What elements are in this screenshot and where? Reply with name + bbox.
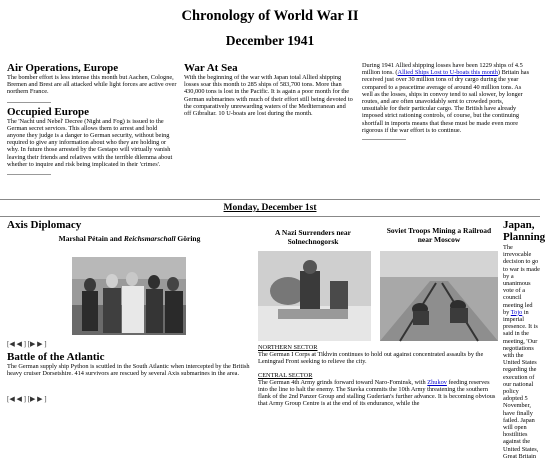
northern-sector-text: The German I Corps at Tikhvin continues to hold out against concentrated assaults by the Leningrad Front seeking to relieve the city. bbox=[258, 351, 484, 366]
caption-text-c: Göring bbox=[175, 234, 201, 243]
surrender-photo-caption: A Nazi Surrenders near Solnechnogorsk bbox=[275, 228, 351, 246]
japan-planning-heading: Japan, Planning bbox=[503, 219, 545, 243]
axis-photo-caption bbox=[7, 234, 252, 243]
shipping-section bbox=[362, 62, 530, 140]
caption-text-b: Reichsmarschall bbox=[123, 234, 176, 243]
month-title: December 1941 bbox=[225, 33, 315, 48]
petain-goring-photo-drawing bbox=[72, 257, 186, 335]
divider bbox=[7, 102, 51, 103]
divider bbox=[7, 174, 51, 175]
zhukov-link[interactable]: Zhukov bbox=[427, 378, 447, 386]
central-text-b: feeding reserves into the line to halt the enemy. The Stavka commits the 10th Army threatening the southern flank of the 2nd Panzer Group and stalling Guderian's further advance. It is becoming obvious that Army Group Centre is at the end of its endurance, while the bbox=[258, 378, 496, 408]
war-at-sea-section bbox=[184, 62, 354, 117]
axis-diplomacy-section bbox=[7, 219, 252, 243]
japan-text-b: in imperial presence. It is said in the meeting, 'Our negotiations with the United States regarding the execution of our national policy adopted 5 November, have finally failed. Japan will open hostilities against the United States, Great Britain bbox=[503, 308, 539, 460]
battle-atlantic-heading: Battle of the Atlantic bbox=[7, 351, 105, 363]
central-text-a: The German 4th Army grinds forward toward Naro-Fominsk, with bbox=[258, 378, 428, 386]
mining-photo-caption: Soviet Troops Mining a Railroad near Moscow bbox=[386, 226, 492, 244]
war-at-sea-text: With the beginning of the war with Japan total Allied shipping losses soar this month to 285 ships of 583,700 tons. More than 430,000 tons is lost in the Pacific. It is again a poor month for the German submarines with much of their effort still being devoted to the comparatively unrewarding waters of the Mediterranean and off Gibraltar. 10 U-boats are lost during the month. bbox=[184, 74, 353, 118]
japan-planning-section bbox=[503, 219, 545, 460]
axis-nav-arrows[interactable]: [◀ ◀ ] [▶ ▶ ] bbox=[7, 340, 47, 348]
day-heading: Monday, December 1st bbox=[223, 203, 317, 213]
japan-planning-text bbox=[503, 244, 540, 460]
northern-sector-label: NORTHERN SECTOR bbox=[258, 344, 318, 351]
eastern-front-text bbox=[258, 344, 498, 408]
axis-diplomacy-heading: Axis Diplomacy bbox=[7, 219, 82, 231]
section-rule bbox=[0, 216, 540, 217]
air-operations-heading: Air Operations, Europe bbox=[7, 62, 119, 74]
shipping-text bbox=[362, 62, 530, 134]
site-title: Chronology of World War II bbox=[181, 8, 359, 24]
central-sector-text bbox=[258, 379, 498, 408]
battle-atlantic-text: The German supply ship Python is scuttled in the South Atlantic when intercepted by the British heavy cruiser Dorsetshire. 414 survivors are rescued by several Axis submarines in the area. bbox=[7, 363, 250, 378]
occupied-europe-heading: Occupied Europe bbox=[7, 105, 90, 118]
shipping-text-a: During 1941 Allied shipping losses have been 1229 ships of 4.5 million tons. ( bbox=[362, 62, 523, 77]
caption-text-a: Marshal Pétain and bbox=[58, 234, 124, 243]
tojo-link[interactable]: Tojo bbox=[510, 308, 523, 316]
petain-goring-photo bbox=[72, 257, 186, 335]
occupied-europe-text: The 'Nacht und Nebel' Decree (Night and Fog) is issued to the German secret services. This allows them to arrest and hold anyone they judge is a danger to German security, without being required to give any information about who they are holding or why. In future those arrested by the Gestapo will virtually vanish leaving their friends and relatives with the terrible dilemma about whether to inquire and risk being implicated in their 'crimes'. bbox=[7, 117, 173, 168]
air-operations-text: The bomber effort is less intense this month but Aachen, Cologne, Bremen and Brest are all attacked while light forces are active over northern France. bbox=[7, 74, 177, 96]
japan-text-a: The irrevocable decision to go to war is made by a unanimous vote of a council meeting led by bbox=[503, 244, 540, 316]
shipping-text-b: ) Britain has received just over 30 million tons of dry cargo during the year compared to a peacetime average of around 40 million tons. As well as the losses, ships in convoy tend to sail slower, by longer routes, and are often unavoidably sent to crowded ports, unsuitable for their particular cargo. The British have already imposed strict rationing controls, of course, but the continuing shortfall in imports means that these must be made even more rigorous if the war effort is to continue. bbox=[362, 69, 530, 134]
section-rule bbox=[0, 199, 540, 200]
war-at-sea-heading: War At Sea bbox=[184, 62, 238, 74]
divider bbox=[362, 139, 406, 140]
allied-ships-lost-link[interactable]: Allied Ships Lost to U-boats this month bbox=[397, 69, 498, 77]
mining-photo-drawing bbox=[380, 251, 498, 341]
surrender-photo-drawing bbox=[258, 251, 371, 341]
battle-atlantic-section bbox=[7, 351, 252, 377]
air-operations-section bbox=[7, 62, 177, 175]
mining-photo bbox=[380, 251, 498, 341]
surrender-photo bbox=[258, 251, 371, 341]
atlantic-nav-arrows[interactable]: [◀ ◀ ] [▶ ▶ ] bbox=[7, 395, 47, 403]
central-sector-label: CENTRAL SECTOR bbox=[258, 371, 313, 379]
